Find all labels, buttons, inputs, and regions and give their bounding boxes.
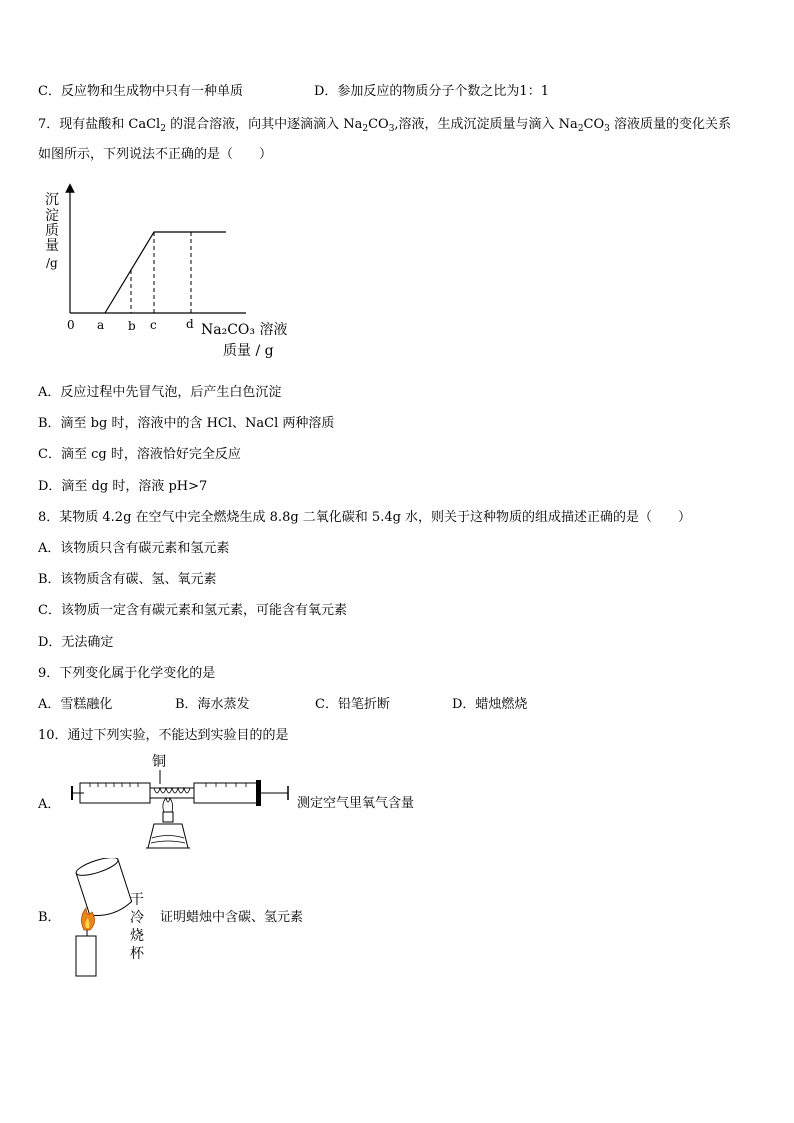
svg-text:量: 量 xyxy=(45,238,59,254)
q10-option-a-label: A． xyxy=(38,797,61,812)
tick-a: a xyxy=(97,318,105,332)
tick-d: d xyxy=(186,317,194,331)
svg-text:/g: /g xyxy=(46,256,58,270)
q9-option-d: D．蜡烛燃烧 xyxy=(452,697,528,712)
x-axis-label-1: Na₂CO₃ 溶液 xyxy=(201,322,288,338)
copper-syringe-apparatus xyxy=(66,750,298,858)
x-axis-label-2: 质量 / g xyxy=(223,343,274,359)
q7-option-c: C．滴至 cg 时，溶液恰好完全反应 xyxy=(38,447,241,462)
copper-label: 铜 xyxy=(152,754,166,770)
q7-option-b: B．滴至 bg 时，溶液中的含 HCl、NaCl 两种溶质 xyxy=(38,416,335,431)
q9-option-b: B．海水蒸发 xyxy=(175,697,250,712)
beaker-label-2: 冷 xyxy=(130,910,144,926)
q8-option-d: D．无法确定 xyxy=(38,635,114,650)
q9-option-c: C．铅笔折断 xyxy=(315,697,390,712)
q7-stem-line2: 如图所示，下列说法不正确的是（ ） xyxy=(38,147,273,162)
prev-option-d: D．参加反应的物质分子个数之比为1：1 xyxy=(314,84,549,99)
svg-text:沉: 沉 xyxy=(45,192,59,208)
tick-b: b xyxy=(128,319,136,333)
q8-option-a: A．该物质只含有碳元素和氢元素 xyxy=(38,541,230,556)
y-axis-label xyxy=(45,192,59,270)
q8-option-b: B．该物质含有碳、氢、氧元素 xyxy=(38,572,217,587)
q10-stem: 10．通过下列实验，不能达到实验目的的是 xyxy=(38,728,289,743)
precipitate-line xyxy=(105,232,226,313)
q9-options xyxy=(38,696,527,714)
q9-option-a: A．雪糕融化 xyxy=(38,697,113,712)
q10-option-b-description: 证明蜡烛中含碳、氢元素 xyxy=(160,910,304,925)
tick-c: c xyxy=(150,318,157,332)
beaker-label-3: 烧 xyxy=(130,928,144,944)
tick-0: 0 xyxy=(67,318,75,332)
q9-stem: 9．下列变化属于化学变化的是 xyxy=(38,666,216,681)
q8-stem: 8．某物质 4.2g 在空气中完全燃烧生成 8.8g 二氧化碳和 5.4g 水，则关于这种物质的组成描述正确的是（ ） xyxy=(38,510,692,525)
q7-option-a: A．反应过程中先冒气泡，后产生白色沉淀 xyxy=(38,385,282,400)
q10-option-a-description: 测定空气里氧气含量 xyxy=(297,796,415,811)
beaker-label-4: 杯 xyxy=(130,946,144,962)
beaker-label-1: 干 xyxy=(130,892,144,908)
q8-option-c: C．该物质一定含有碳元素和氢元素，可能含有氧元素 xyxy=(38,603,347,618)
q7-option-d: D．滴至 dg 时，溶液 pH>7 xyxy=(38,479,208,494)
svg-text:淀: 淀 xyxy=(45,208,59,224)
svg-text:质: 质 xyxy=(45,223,59,239)
cold-beaker-candle-apparatus xyxy=(62,858,158,980)
q7-stem-line1: 7．现有盐酸和 CaCl$_2$ 的混合溶液，向其中逐滴滴入 $Na_2CO_3$,溶液，生成沉淀质量与滴入 $Na_2CO_3$ 溶液质量的变化关系 xyxy=(38,117,732,134)
prev-question-options xyxy=(38,83,549,101)
prev-option-c: C．反应物和生成物中只有一种单质 xyxy=(38,84,243,99)
q7-chart xyxy=(38,182,308,362)
q10-option-b-label: B． xyxy=(38,910,61,925)
